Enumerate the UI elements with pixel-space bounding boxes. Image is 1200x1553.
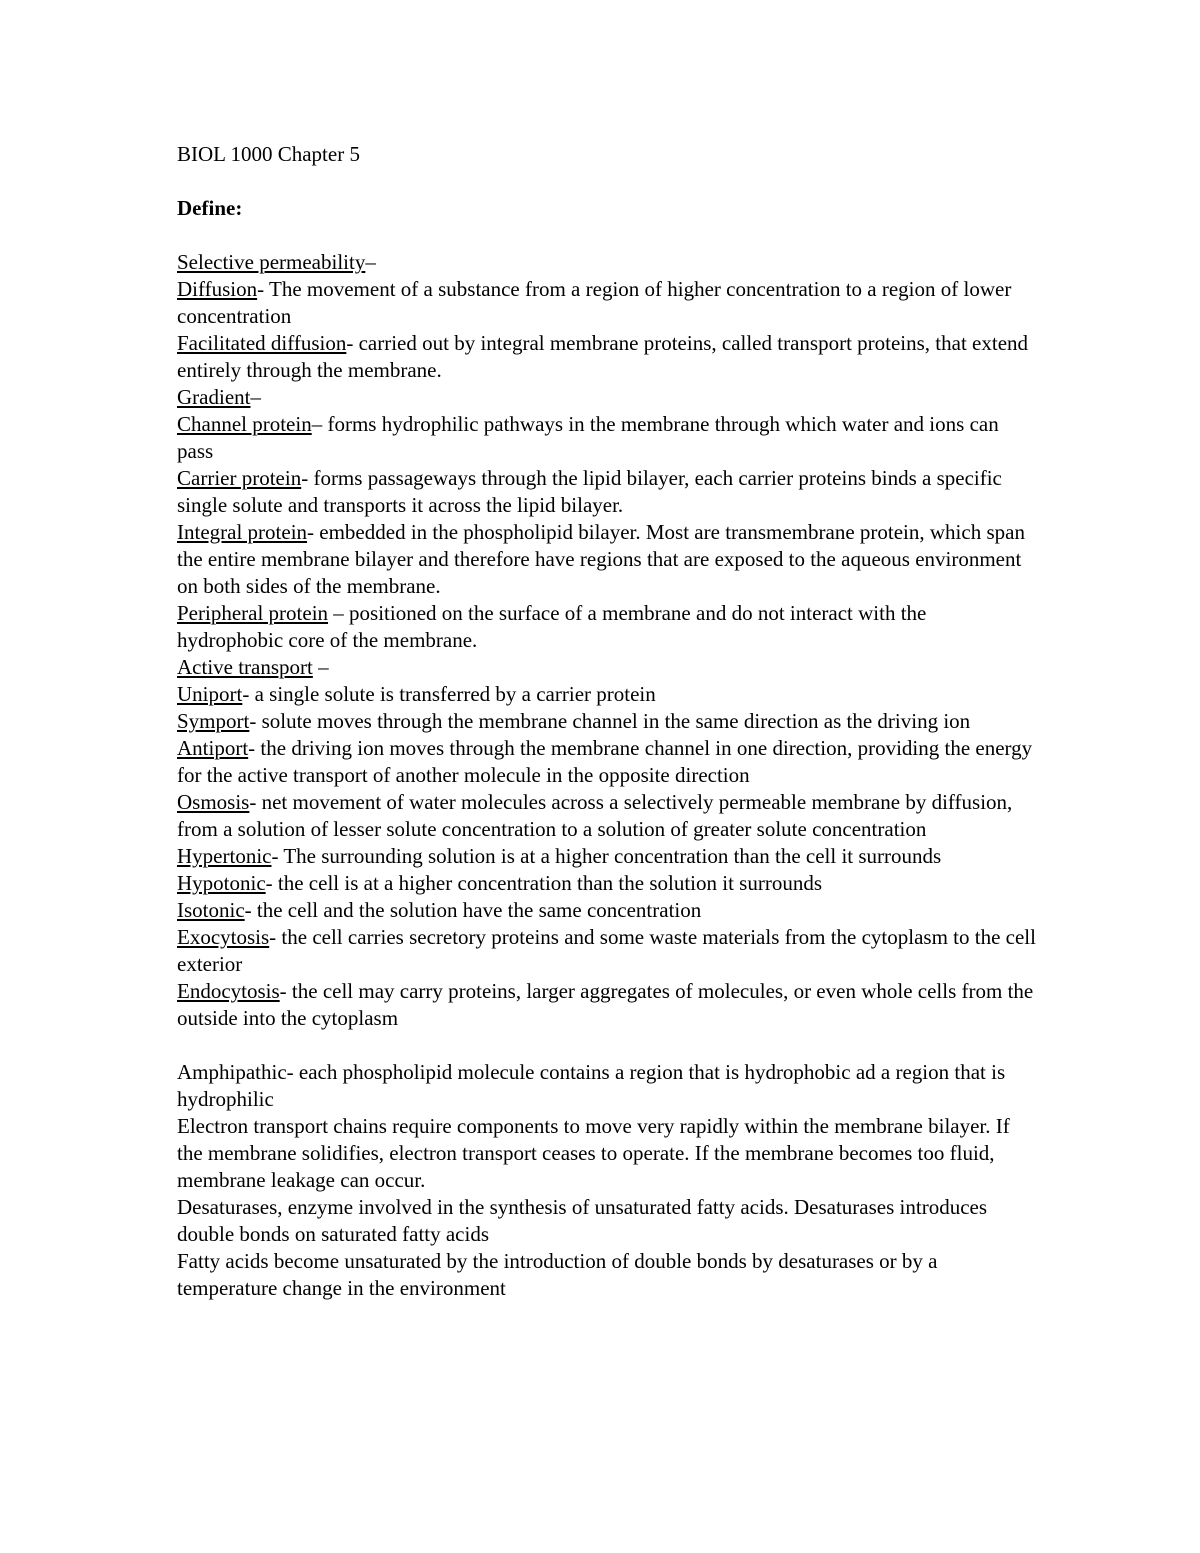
definition-text: –: [365, 250, 376, 274]
definition-entry: [177, 897, 1037, 924]
definition-text: - The movement of a substance from a region of higher concentration to a region of lower concentration: [177, 277, 1012, 328]
definition-entry: [177, 600, 1037, 654]
paragraph-spacer: [177, 1032, 1037, 1059]
definition-term: Gradient: [177, 385, 251, 409]
definition-entry: [177, 735, 1037, 789]
definition-text: - forms passageways through the lipid bilayer, each carrier proteins binds a specific single solute and transports it across the lipid bilayer.: [177, 466, 1002, 517]
definition-term: Hypotonic: [177, 871, 266, 895]
definition-term: Diffusion: [177, 277, 258, 301]
definition-term: Selective permeability: [177, 250, 366, 274]
definition-text: – forms hydrophilic pathways in the membrane through which water and ions can pass: [177, 412, 999, 463]
definition-entry: [177, 465, 1037, 519]
definition-term: Endocytosis: [177, 979, 280, 1003]
definition-term: Integral protein: [177, 520, 308, 544]
definition-term: Uniport: [177, 682, 243, 706]
note-paragraph: Amphipathic- each phospholipid molecule contains a region that is hydrophobic ad a region that is hydrophilic: [177, 1060, 1006, 1111]
definition-term: Carrier protein: [177, 466, 302, 490]
definition-text: - the cell and the solution have the same concentration: [244, 898, 702, 922]
definition-text: - carried out by integral membrane proteins, called transport proteins, that extend entirely through the membrane.: [177, 331, 1029, 382]
document-body: [177, 141, 1037, 1302]
definition-term: Hypertonic: [177, 844, 272, 868]
definition-entry: [177, 843, 1037, 870]
definition-entry: [177, 978, 1037, 1032]
definition-entry: [177, 384, 1037, 411]
definition-text: - a single solute is transferred by a carrier protein: [242, 682, 656, 706]
document-title: BIOL 1000 Chapter 5: [177, 142, 360, 166]
definition-term: Osmosis: [177, 790, 250, 814]
definition-text: - embedded in the phospholipid bilayer. Most are transmembrane protein, which span the entire membrane bilayer and therefore have regions that are exposed to the aqueous environment on both sides of the membrane.: [177, 520, 1025, 598]
notes-section: [177, 1059, 1037, 1302]
definition-term: Channel protein: [177, 412, 312, 436]
definition-term: Facilitated diffusion: [177, 331, 347, 355]
definition-entry: [177, 870, 1037, 897]
definition-entry: [177, 654, 1037, 681]
definition-text: - The surrounding solution is at a higher concentration than the cell it surrounds: [271, 844, 942, 868]
definition-entry: [177, 330, 1037, 384]
definition-text: - the driving ion moves through the membrane channel in one direction, providing the energy for the active transport of another molecule in the opposite direction: [177, 736, 1033, 787]
definition-entry: [177, 249, 1037, 276]
definition-term: Peripheral protein: [177, 601, 329, 625]
note-paragraph: Desaturases, enzyme involved in the synthesis of unsaturated fatty acids. Desaturases introduces double bonds on saturated fatty acids: [177, 1195, 988, 1246]
definition-term: Antiport: [177, 736, 249, 760]
definition-entry: [177, 708, 1037, 735]
note-paragraph: Electron transport chains require components to move very rapidly within the membrane bilayer. If the membrane solidifies, electron transport ceases to operate. If the membrane becomes too fluid, membrane leakage can occur.: [177, 1114, 1010, 1192]
definition-text: - the cell carries secretory proteins and some waste materials from the cytoplasm to the cell exterior: [177, 925, 1036, 976]
definition-entry: [177, 519, 1037, 600]
definitions-list: [177, 249, 1037, 1032]
definition-text: - the cell is at a higher concentration than the solution it surrounds: [265, 871, 823, 895]
definition-text: - the cell may carry proteins, larger aggregates of molecules, or even whole cells from the outside into the cytoplasm: [177, 979, 1034, 1030]
definition-text: - solute moves through the membrane channel in the same direction as the driving ion: [249, 709, 971, 733]
definition-term: Exocytosis: [177, 925, 270, 949]
definition-entry: [177, 924, 1037, 978]
definition-text: –: [312, 655, 329, 679]
definition-entry: [177, 276, 1037, 330]
definition-entry: [177, 789, 1037, 843]
definition-text: - net movement of water molecules across a selectively permeable membrane by diffusion, from a solution of lesser solute concentration to a solution of greater solute concentration: [177, 790, 1013, 841]
definition-term: Active transport: [177, 655, 313, 679]
definition-term: Symport: [177, 709, 250, 733]
definition-entry: [177, 411, 1037, 465]
definition-entry: [177, 681, 1037, 708]
definition-text: –: [250, 385, 261, 409]
note-paragraph: Fatty acids become unsaturated by the introduction of double bonds by desaturases or by a temperature change in the environment: [177, 1249, 938, 1300]
define-heading: Define:: [177, 196, 243, 220]
definition-term: Isotonic: [177, 898, 245, 922]
definition-text: – positioned on the surface of a membrane and do not interact with the hydrophobic core of the membrane.: [177, 601, 927, 652]
